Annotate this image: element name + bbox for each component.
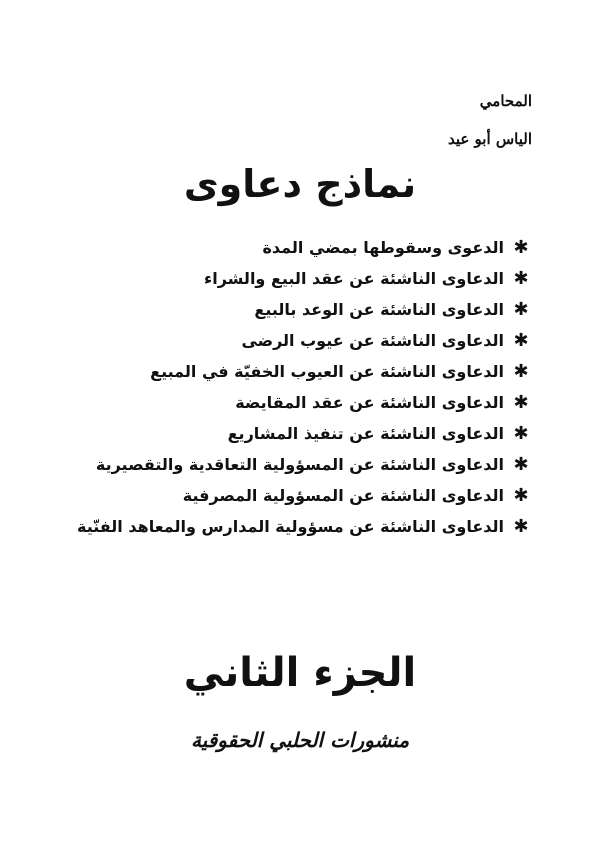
asterisk-bullet-icon: ✱ <box>513 392 529 413</box>
topic-item <box>62 418 532 449</box>
topic-item <box>62 449 532 480</box>
topic-text: الدعاوى الناشئة عن عيوب الرضى <box>241 331 504 350</box>
volume-label: الجزء الثاني <box>183 650 417 696</box>
topic-text: الدعاوى الناشئة عن مسؤولية المدارس والمعاهد الفنّية <box>77 517 504 536</box>
topic-text: الدعاوى الناشئة عن الوعد بالبيع <box>254 300 504 319</box>
asterisk-bullet-icon: ✱ <box>513 330 529 351</box>
author-role: المحامي <box>479 92 532 110</box>
topic-item <box>62 325 532 356</box>
publisher-name: منشورات الحلبي الحقوقية <box>190 728 410 752</box>
book-title: نماذج دعاوى <box>183 162 417 206</box>
topic-item <box>62 356 532 387</box>
asterisk-bullet-icon: ✱ <box>513 516 529 537</box>
asterisk-bullet-icon: ✱ <box>513 485 529 506</box>
asterisk-bullet-icon: ✱ <box>513 361 529 382</box>
topic-text: الدعاوى الناشئة عن المسؤولية التعاقدية والتقصيرية <box>95 455 504 474</box>
topics-list <box>62 232 532 542</box>
topic-text: الدعاوى الناشئة عن عقد البيع والشراء <box>204 269 504 288</box>
asterisk-bullet-icon: ✱ <box>513 299 529 320</box>
topic-item <box>62 232 532 263</box>
topic-item <box>62 480 532 511</box>
topic-text: الدعاوى الناشئة عن العيوب الخفيّة في المبيع <box>150 362 504 381</box>
topic-text: الدعاوى الناشئة عن عقد المقايضة <box>235 393 504 412</box>
asterisk-bullet-icon: ✱ <box>513 237 529 258</box>
asterisk-bullet-icon: ✱ <box>513 454 529 475</box>
topic-item <box>62 511 532 542</box>
topic-item <box>62 263 532 294</box>
author-name: الياس أبو عيد <box>447 130 532 148</box>
topic-text: الدعاوى الناشئة عن تنفيذ المشاريع <box>227 424 504 443</box>
asterisk-bullet-icon: ✱ <box>513 268 529 289</box>
topic-text: الدعاوى الناشئة عن المسؤولية المصرفية <box>182 486 504 505</box>
asterisk-bullet-icon: ✱ <box>513 423 529 444</box>
topic-item <box>62 294 532 325</box>
topic-text: الدعوى وسقوطها بمضي المدة <box>262 238 504 257</box>
topic-item <box>62 387 532 418</box>
